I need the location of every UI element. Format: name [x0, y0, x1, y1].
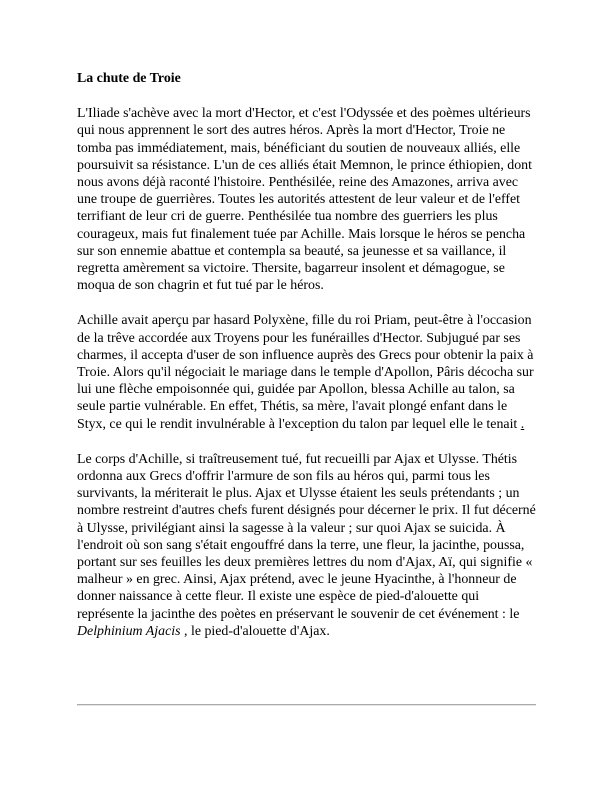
footnote-link[interactable]: .	[520, 416, 525, 432]
species-name: Delphinium Ajacis	[77, 623, 181, 639]
paragraph-2	[77, 312, 537, 432]
document-page	[77, 70, 537, 658]
page-title: La chute de Troie	[77, 71, 181, 86]
paragraph-3	[77, 451, 537, 640]
paragraph-3-text: Le corps d'Achille, si traîtreusement tué, fut recueilli par Ajax et Ulysse. Thétis ordonna aux Grecs d'offrir l'armure de son fils au héros qui, parmi tous les survivants, la mériterait le plus. Ajax et Ulysse étaient les seuls prétendants ; un nombre restreint d'autres chefs furent désignés pour décerner le prix. Il fut décerné à Ulysse, privilégiant ainsi la sagesse à la valeur ; sur quoi Ajax se suicida. À l'endroit où son sang s'était engouffré dans la terre, une fleur, la jacinthe, poussa, portant sur ses feuilles les deux premières lettres du nom d'Ajax, Aï, qui signifie « malheur » en grec. Ainsi, Ajax prétend, avec le jeune Hyacinthe, à l'honneur de donner naissance à cette fleur. Il existe une espèce de pied-d'alouette qui représente la jacinthe des poètes en préservant le souvenir de cet événement : le	[77, 451, 536, 622]
horizontal-rule	[77, 704, 536, 706]
paragraph-3-text-end: , le pied-d'alouette d'Ajax.	[184, 623, 330, 639]
paragraph-1-text: L'Iliade s'achève avec la mort d'Hector, et c'est l'Odyssée et des poèmes ultérieurs qui nous apprennent le sort des autres héros. Après la mort d'Hector, Troie ne tomba pas immédiatement, mais, bénéficiant du soutien de nouveaux alliés, elle poursuivit sa résistance. L'un de ces alliés était Memnon, le prince éthiopien, dont nous avons déjà raconté l'histoire. Penthésilée, reine des Amazones, arriva avec une troupe de guerrières. Toutes les autorités attestent de leur valeur et de l'effet terrifiant de leur cri de guerre. Penthésilée tua nombre des guerriers les plus courageux, mais fut finalement tuée par Achille. Mais lorsque le héros se pencha sur son ennemie abattue et contempla sa beauté, sa jeunesse et sa vaillance, il regretta amèrement sa victoire. Thersite, bagarreur insolent et démagogue, se moqua de son chagrin et fut tué par le héros.	[77, 106, 532, 294]
paragraph-1	[77, 105, 537, 294]
paragraph-2-text: Achille avait aperçu par hasard Polyxène, fille du roi Priam, peut-être à l'occasion de la trêve accordée aux Troyens pour les funérailles d'Hector. Subjugué par ses charmes, il accepta d'user de son influence auprès des Grecs pour obtenir la paix à Troie. Alors qu'il négociait le mariage dans le temple d'Apollon, Pâris décocha sur lui une flèche empoisonnée qui, guidée par Apollon, blessa Achille au talon, sa seule partie vulnérable. En effet, Thétis, sa mère, l'avait plongé enfant dans le Styx, ce qui le rendit invulnérable à l'exception du talon par lequel elle le tenait	[77, 313, 534, 432]
